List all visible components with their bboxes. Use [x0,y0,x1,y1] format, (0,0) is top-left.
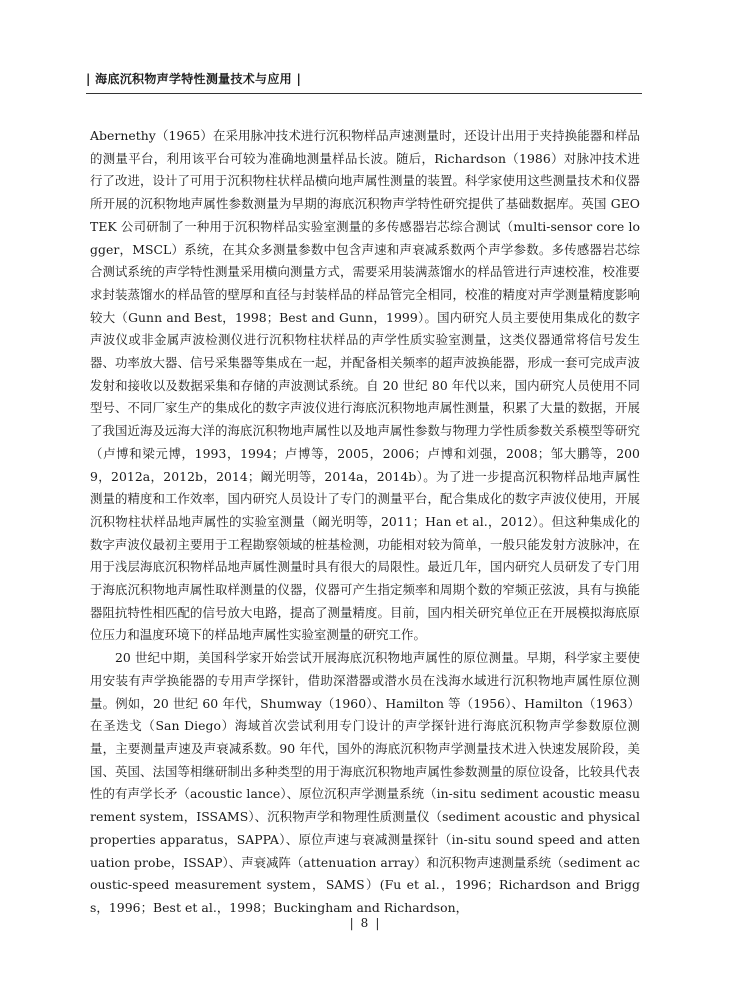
paragraph: 20 世纪中期，美国科学家开始尝试开展海底沉积物地声属性的原位测量。早期，科学家主要使用安装有声学换能器的专用声学探针，借助深潜器或潜水员在浅海水域进行沉积物地声属性原位测量。例如，20 世纪 60 年代，Shumway（1960）、Hamilton 等（1956）、Hamilton（1963）在圣迭戈（San Diego）海域首次尝试利用专门设计的声学探针进行海底沉积物声学参数原位测量，主要测量声速及声衰减系数。90 年代，国外的海底沉积物声学测量技术进入快速发展阶段，美国、英国、法国等相继研制出多种类型的用于海底沉积物地声属性参数测量的原位设备，比较具代表性的有声学长矛（acoustic lance）、原位沉积声学测量系统（in-situ sediment acoustic measurement system，ISSAMS）、沉积物声学和物理性质测量仪（sediment acoustic and physical properties apparatus，SAPPA）、原位声速与衰减测量探针（in-situ sound speed and attenuation probe，ISSAP）、声衰减阵（attenuation array）和沉积物声速测量系统（sediment acoustic-speed measurement system，SAMS）(Fu et al.，1996；Richardson and Briggs，1996；Best et al.，1998；Buckingham and Richardson， [90,650,640,915]
folio-bar-right: | [375,916,380,930]
running-head: | 海底沉积物声学特性测量技术与应用 | [86,72,302,86]
body-text [90,125,640,920]
page-footer [0,916,729,930]
paragraph: Abernethy（1965）在采用脉冲技术进行沉积物样品声速测量时，还设计出用于夹持换能器和样品的测量平台，利用该平台可较为准确地测量样品长波。随后，Richardson（1986）对脉冲技术进行了改进，设计了可用于沉积物柱状样品横向地声属性测量的装置。科学家使用这些测量技术和仪器所开展的沉积物地声属性参数测量为早期的海底沉积物声学特性研究提供了基础数据库。英国 GEOTEK 公司研制了一种用于沉积物样品实验室测量的多传感器岩芯综合测试（multi-sensor core logger，MSCL）系统，在其众多测量参数中包含声速和声衰减系数两个声学参数。多传感器岩芯综合测试系统的声学特性测量采用横向测量方式，需要采用装满蒸馏水的样品管进行声速校准，校准要求封装蒸馏水的样品管的壁厚和直径与封装样品的样品管完全相同，校准的精度对声学测量精度影响较大（Gunn and Best，1998；Best and Gunn，1999）。国内研究人员主要使用集成化的数字声波仪或非金属声波检测仪进行沉积物柱状样品的声学性质实验室测量，这类仪器通常将信号发生器、功率放大器、信号采集器等集成在一起，并配备相关频率的超声波换能器，形成一套可完成声波发射和接收以及数据采集和存储的声波测试系统。自 20 世纪 80 年代以来，国内研究人员使用不同型号、不同厂家生产的集成化的数字声波仪进行海底沉积物地声属性测量，积累了大量的数据，开展了我国近海及远海大洋的海底沉积物地声属性以及地声属性参数与物理力学性质参数关系模型等研究（卢博和梁元博，1993，1994；卢博等，2005，2006；卢博和刘强，2008；邹大鹏等，2009，2012a，2012b，2014；阚光明等，2014a，2014b）。为了进一步提高沉积物样品地声属性测量的精度和工作效率，国内研究人员设计了专门的测量平台，配合集成化的数字声波仪使用，开展沉积物柱状样品地声属性的实验室测量（阚光明等，2011；Han et al.，2012）。但这种集成化的数字声波仪最初主要用于工程勘察领域的桩基检测，功能相对较为简单，一般只能发射方波脉冲，在用于浅层海底沉积物样品地声属性测量时具有很大的局限性。最近几年，国内研究人员研发了专门用于海底沉积物地声属性取样测量的仪器，仪器可产生指定频率和周期个数的窄频正弦波，具有与换能器阻抗特性相匹配的信号放大电路，提高了测量精度。目前，国内相关研究单位正在开展模拟海底原位压力和温度环境下的样品地声属性实验室测量的研究工作。 [90,128,640,643]
folio-bar-left: | [349,916,354,930]
page-number: 8 [360,916,369,930]
header-rule [86,93,642,94]
